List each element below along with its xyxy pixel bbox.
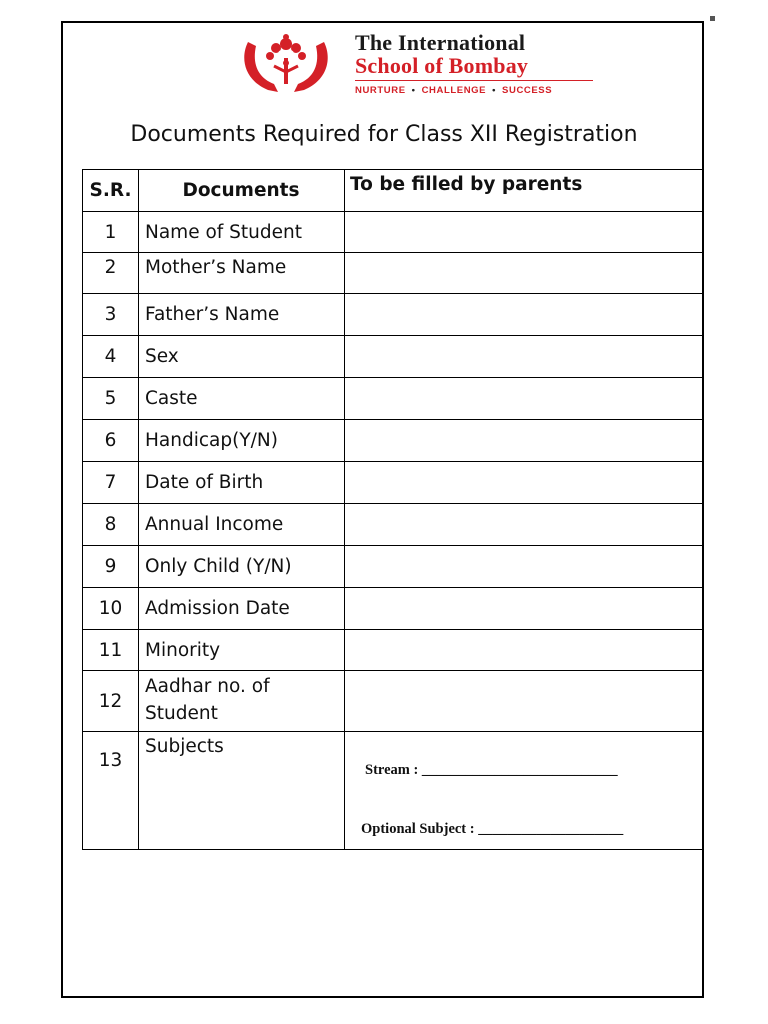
row-fill-field[interactable]	[345, 212, 703, 253]
row-document: Mother’s Name	[139, 253, 345, 294]
table-row	[83, 588, 703, 630]
tree-in-hands-logo-icon	[238, 30, 348, 100]
school-name-rule	[355, 80, 593, 81]
row-sr: 10	[83, 588, 139, 630]
table-row	[83, 378, 703, 420]
row-sr: 13	[83, 732, 139, 850]
tagline-word-success: SUCCESS	[502, 85, 553, 96]
table-row	[83, 462, 703, 504]
row-document: Admission Date	[139, 588, 345, 630]
row-fill-field[interactable]	[345, 294, 703, 336]
registration-table	[82, 169, 703, 850]
row-sr: 3	[83, 294, 139, 336]
table-row	[83, 630, 703, 671]
table-row	[83, 671, 703, 732]
row-sr: 8	[83, 504, 139, 546]
tagline-separator: •	[492, 85, 497, 96]
row-fill-field[interactable]	[345, 546, 703, 588]
school-logo	[238, 30, 598, 100]
tagline-separator: •	[411, 85, 416, 96]
table-header-row	[83, 170, 703, 212]
row-document: Only Child (Y/N)	[139, 546, 345, 588]
table-row	[83, 336, 703, 378]
row-document: Annual Income	[139, 504, 345, 546]
row-sr: 12	[83, 671, 139, 732]
tagline-word-challenge: CHALLENGE	[421, 85, 487, 96]
header-fill-by-parents: To be filled by parents	[345, 170, 703, 212]
table-row	[83, 420, 703, 462]
row-sr: 6	[83, 420, 139, 462]
row-fill-field[interactable]	[345, 420, 703, 462]
row-fill-field[interactable]	[345, 588, 703, 630]
row-fill-field[interactable]	[345, 504, 703, 546]
row-document: Date of Birth	[139, 462, 345, 504]
row-document: Name of Student	[139, 212, 345, 253]
table-row	[83, 212, 703, 253]
row-document: Subjects	[139, 732, 345, 850]
stream-field[interactable]: Stream : ___________________________	[365, 762, 618, 778]
row-sr: 11	[83, 630, 139, 671]
row-sr: 9	[83, 546, 139, 588]
document-title: Documents Required for Class XII Registration	[130, 122, 638, 147]
row-sr: 1	[83, 212, 139, 253]
optional-subject-field[interactable]: Optional Subject : ____________________	[361, 821, 624, 837]
tagline-word-nurture: NURTURE	[355, 85, 406, 96]
row-sr: 7	[83, 462, 139, 504]
row-fill-field[interactable]	[345, 378, 703, 420]
corner-mark	[710, 16, 715, 21]
row-fill-field[interactable]	[345, 671, 703, 732]
row-sr: 5	[83, 378, 139, 420]
row-fill-field[interactable]	[345, 336, 703, 378]
row-fill-field[interactable]	[345, 630, 703, 671]
row-document: Caste	[139, 378, 345, 420]
row-sr: 4	[83, 336, 139, 378]
row-document: Sex	[139, 336, 345, 378]
header-sr: S.R.	[83, 170, 139, 212]
row-fill-field[interactable]	[345, 253, 703, 294]
header-documents: Documents	[139, 170, 345, 212]
row-sr: 2	[83, 253, 139, 294]
row-document: Aadhar no. of Student	[139, 671, 345, 732]
table-row	[83, 546, 703, 588]
school-name-line2: School of Bombay	[355, 53, 529, 78]
row-document: Father’s Name	[139, 294, 345, 336]
school-name-line1: The International	[355, 30, 526, 55]
row-document: Minority	[139, 630, 345, 671]
row-document: Handicap(Y/N)	[139, 420, 345, 462]
table-row	[83, 253, 703, 294]
row-fill-field[interactable]	[345, 462, 703, 504]
school-tagline	[355, 85, 552, 96]
table-row	[83, 294, 703, 336]
subjects-fill-cell	[345, 732, 703, 850]
table-row	[83, 504, 703, 546]
table-row-subjects	[83, 732, 703, 850]
